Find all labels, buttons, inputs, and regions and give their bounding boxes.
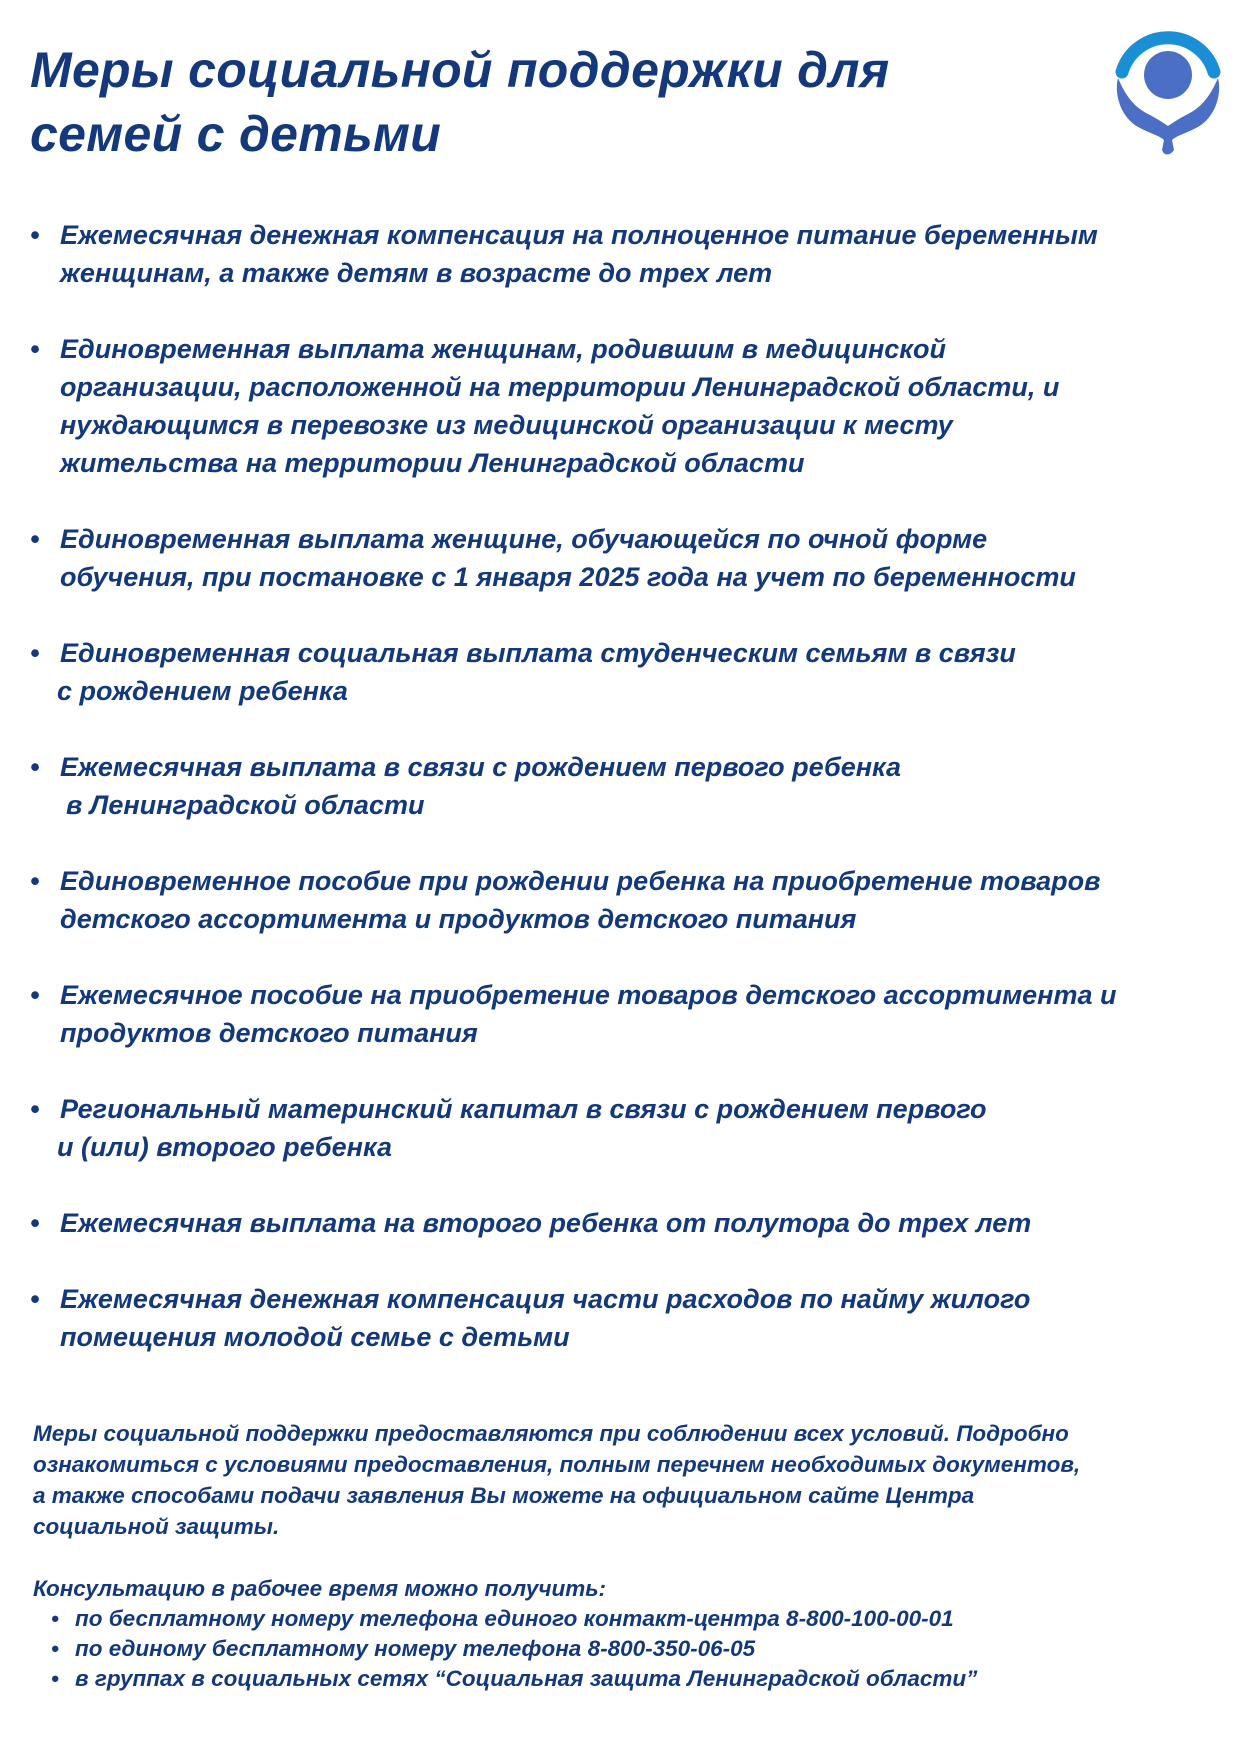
bullet: • xyxy=(51,1606,59,1631)
consult-list xyxy=(33,1604,1213,1694)
list-item xyxy=(30,1280,1220,1356)
benefit-text: продуктов детского питания xyxy=(60,1018,478,1048)
benefit-text: Единовременная выплата женщине, обучающейся по очной форме xyxy=(60,524,988,554)
consult-title: Консультацию в рабочее время можно получить: xyxy=(33,1576,607,1601)
page-title xyxy=(30,38,1030,166)
benefit-text: обучения, при постановке с 1 января 2025 года на учет по беременности xyxy=(60,562,1076,592)
bullet: • xyxy=(30,220,40,250)
list-item xyxy=(30,862,1220,938)
info-line: ознакомиться с условиями предоставления, полным перечнем необходимых документов, xyxy=(33,1452,1081,1477)
benefit-text: организации, расположенной на территории Ленинградской области, и xyxy=(60,372,1060,402)
page-title-line1: Меры социальной поддержки для xyxy=(30,42,890,98)
page-title-line2: семей с детьми xyxy=(30,106,442,162)
list-item xyxy=(30,520,1220,596)
benefit-text: Ежемесячная выплата на второго ребенка от полутора до трех лет xyxy=(60,1208,1032,1238)
benefit-text: Ежемесячная денежная компенсация на полноценное питание беременным xyxy=(60,220,1098,250)
bullet: • xyxy=(51,1636,59,1661)
consult-text: в группах в социальных сетях “Социальная защита Ленинградской области” xyxy=(75,1666,978,1691)
info-line: а также способами подачи заявления Вы можете на официальном сайте Центра xyxy=(33,1483,975,1508)
benefit-text: помещения молодой семье с детьми xyxy=(60,1322,570,1352)
list-item xyxy=(30,748,1220,824)
bullet: • xyxy=(30,752,40,782)
hands-holding-person-icon xyxy=(1108,18,1228,163)
benefit-text: с рождением ребенка xyxy=(57,676,348,706)
list-item xyxy=(30,976,1220,1052)
benefit-text: жительства на территории Ленинградской области xyxy=(60,448,805,478)
list-item xyxy=(30,330,1220,482)
info-line: социальной защиты. xyxy=(33,1514,280,1539)
benefit-text: в Ленинградской области xyxy=(66,790,425,820)
bullet: • xyxy=(30,1208,40,1238)
bullet: • xyxy=(30,980,40,1010)
consult-item-phone xyxy=(33,1634,1213,1664)
bullet: • xyxy=(30,524,40,554)
consult-item-social xyxy=(33,1664,1213,1694)
consult-text: по бесплатному номеру телефона единого контакт-центра 8-800-100-00-01 xyxy=(75,1606,954,1631)
consult-item-hotline xyxy=(33,1604,1213,1634)
list-item xyxy=(30,1090,1220,1166)
benefit-text: Региональный материнский капитал в связи с рождением первого xyxy=(60,1094,987,1124)
benefits-list xyxy=(30,216,1220,1394)
benefit-text: Ежемесячная денежная компенсация части расходов по найму жилого xyxy=(60,1284,1031,1314)
bullet: • xyxy=(30,1094,40,1124)
benefit-text: Единовременная социальная выплата студенческим семьям в связи xyxy=(60,638,1016,668)
benefit-text: Единовременное пособие при рождении ребенка на приобретение товаров xyxy=(60,866,1101,896)
list-item xyxy=(30,1204,1220,1242)
benefit-text: Ежемесячное пособие на приобретение товаров детского ассортимента и xyxy=(60,980,1117,1010)
benefit-text: и (или) второго ребенка xyxy=(57,1132,392,1162)
info-paragraph xyxy=(33,1418,1213,1542)
bullet: • xyxy=(51,1666,59,1691)
bullet: • xyxy=(30,638,40,668)
list-item xyxy=(30,634,1220,710)
benefit-text: нуждающимся в перевозке из медицинской организации к месту xyxy=(60,410,953,440)
benefit-text: Единовременная выплата женщинам, родившим в медицинской xyxy=(60,334,946,364)
info-line: Меры социальной поддержки предоставляются при соблюдении всех условий. Подробно xyxy=(33,1421,1069,1446)
list-item xyxy=(30,216,1220,292)
benefit-text: детского ассортимента и продуктов детского питания xyxy=(60,904,857,934)
benefit-text: женщинам, а также детям в возрасте до трех лет xyxy=(60,258,773,288)
bullet: • xyxy=(30,1284,40,1314)
benefit-text: Ежемесячная выплата в связи с рождением первого ребенка xyxy=(60,752,902,782)
consult-text: по единому бесплатному номеру телефона 8-800-350-06-05 xyxy=(75,1636,756,1661)
bullet: • xyxy=(30,334,40,364)
bullet: • xyxy=(30,866,40,896)
